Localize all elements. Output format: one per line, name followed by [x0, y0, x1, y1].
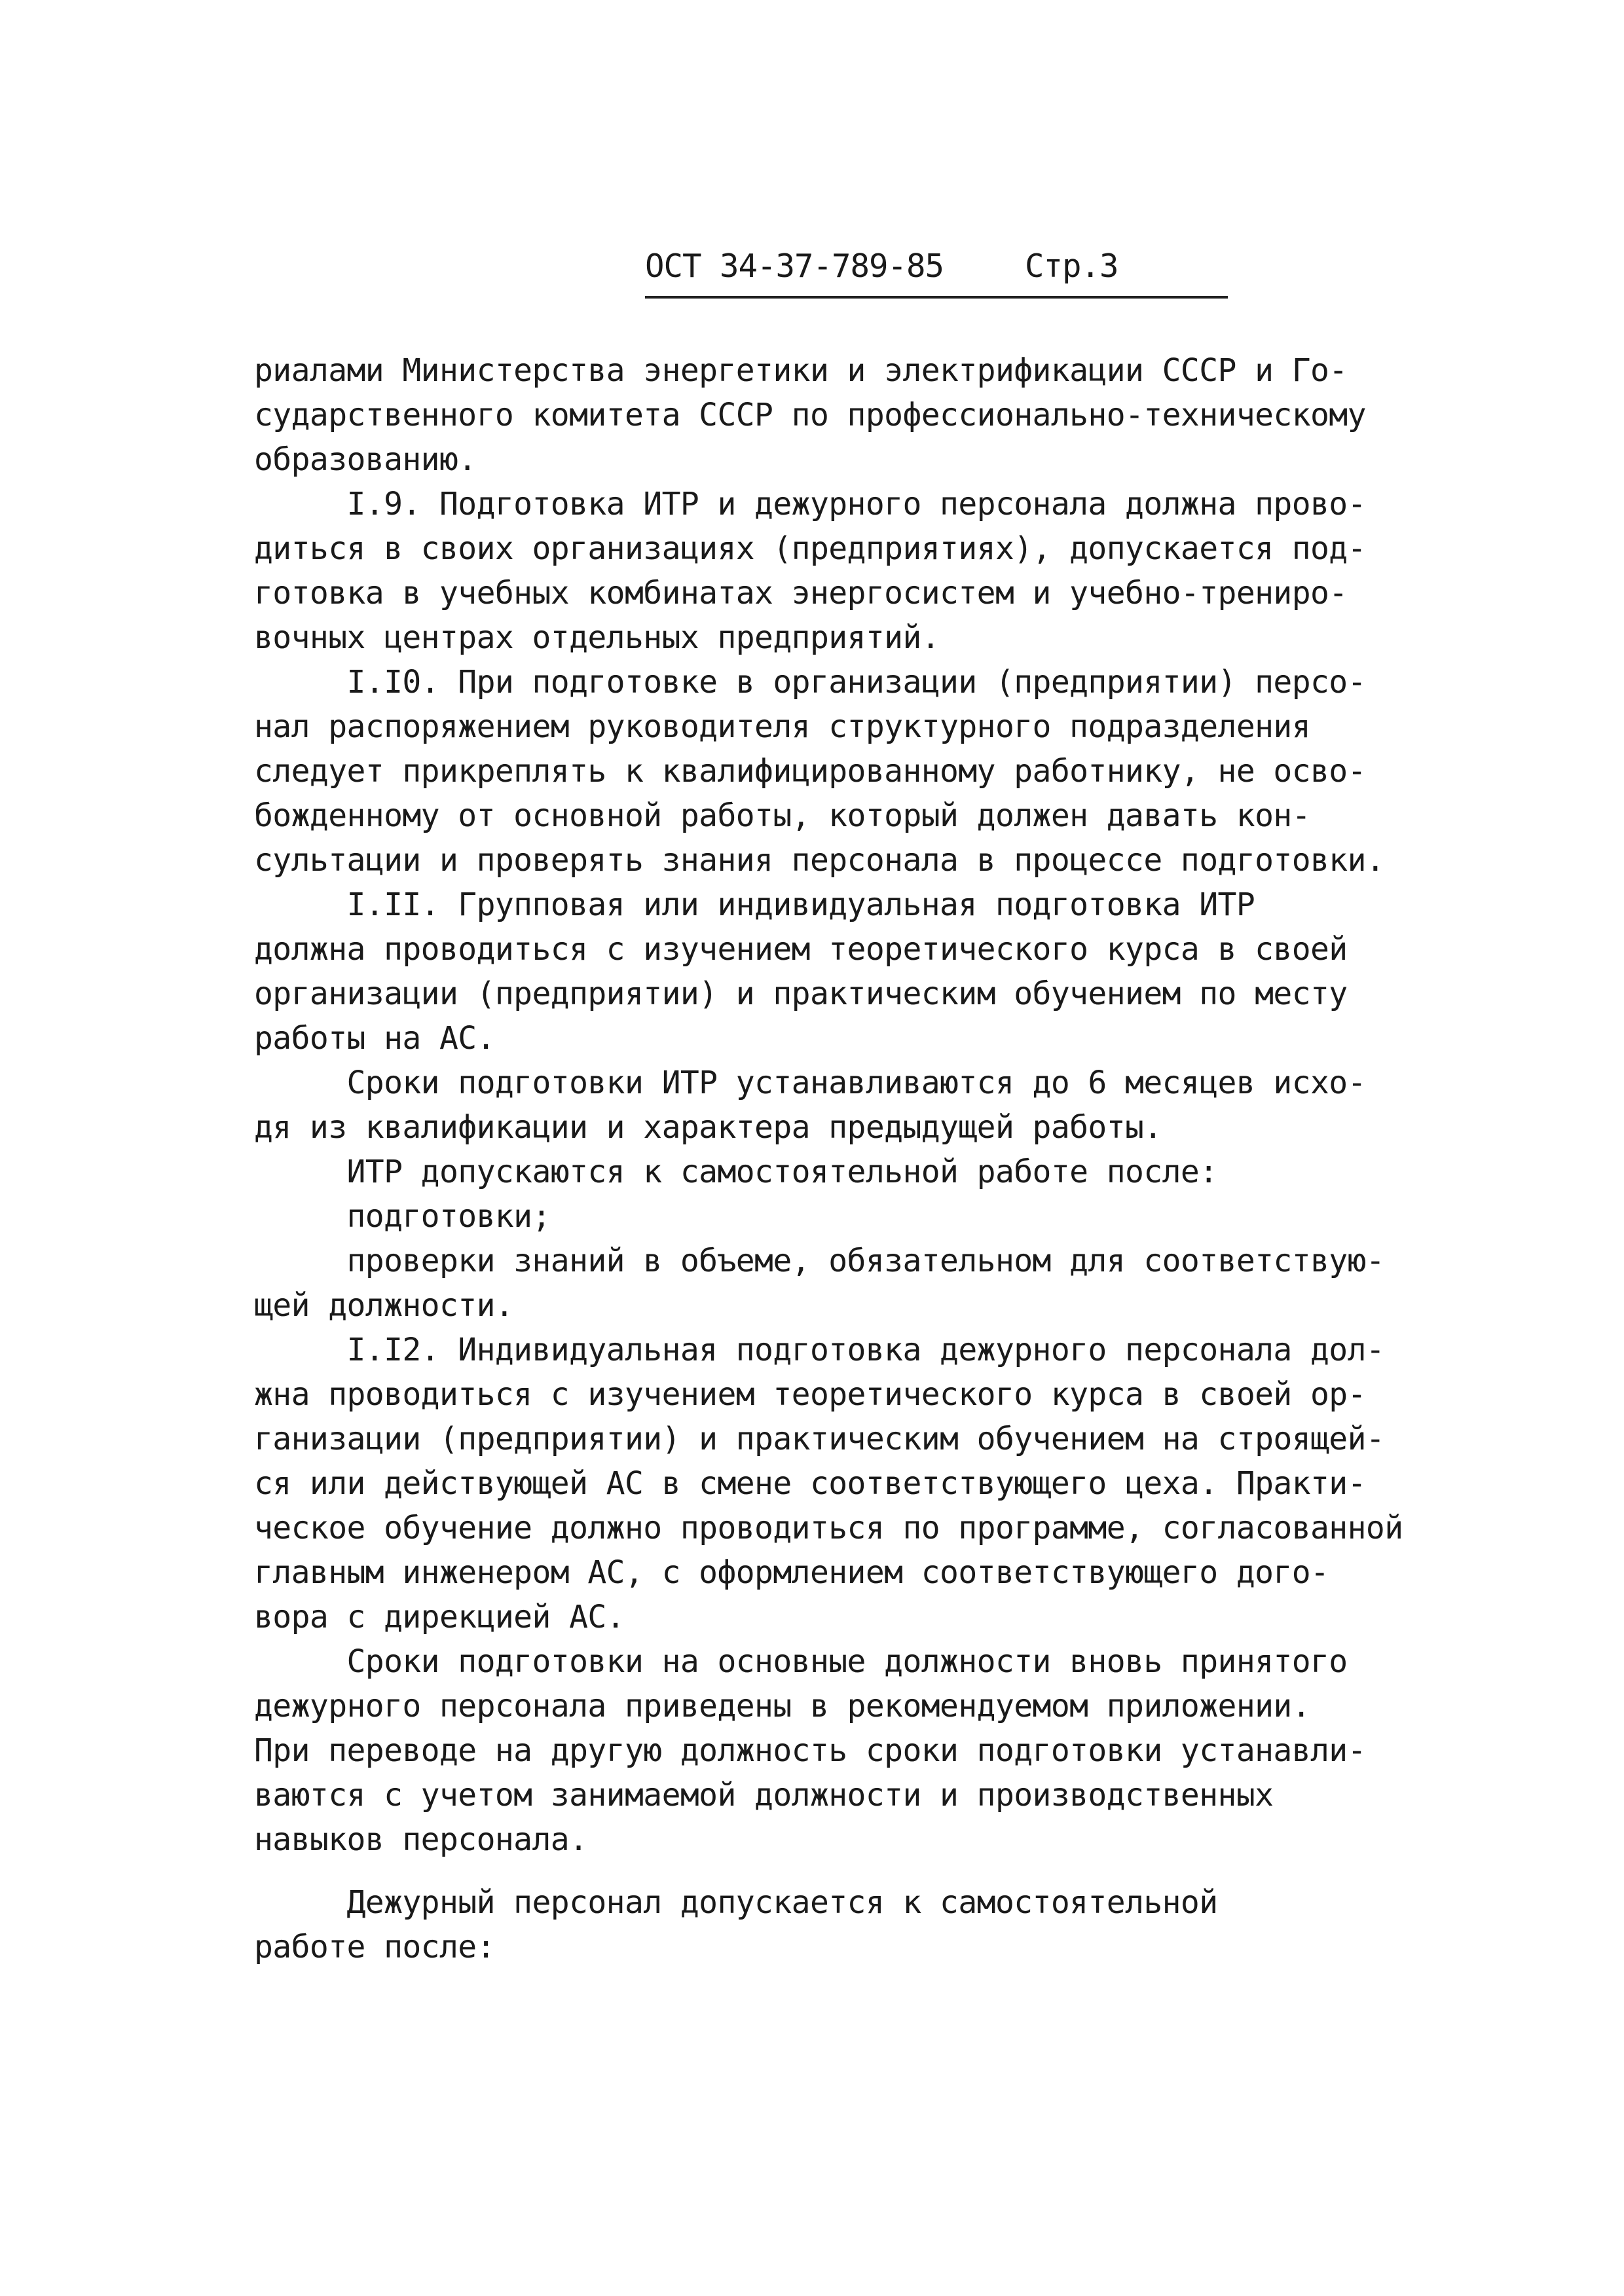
text-line: При переводе на другую должность сроки подготовки устанавли-: [254, 1732, 1366, 1769]
text-line: I.I2. Индивидуальная подготовка дежурного персонала дол-: [254, 1332, 1385, 1368]
text-line: навыков персонала.: [254, 1821, 588, 1858]
text-line: диться в своих организациях (предприятиях), допускается под-: [254, 530, 1366, 567]
text-line: проверки знаний в объеме, обязательном для соответствую-: [254, 1243, 1385, 1279]
text-line: сударственного комитета СССР по профессионально-техническому: [254, 397, 1366, 433]
text-line: Сроки подготовки на основные должности вновь принятого: [254, 1643, 1348, 1680]
header-underline: [645, 296, 1228, 299]
text-line: ческое обучение должно проводиться по программе, согласованной: [254, 1510, 1403, 1546]
text-line: ИТР допускаются к самостоятельной работе после:: [254, 1154, 1218, 1190]
text-line: работе после:: [254, 1929, 495, 1965]
text-line: должна проводиться с изучением теоретического курса в своей: [254, 931, 1348, 968]
text-line: нал распоряжением руководителя структурного подразделения: [254, 708, 1311, 745]
page-header: [645, 244, 1228, 302]
text-line: подготовки;: [254, 1198, 551, 1235]
text-line: главным инженером АС, с оформлением соответствующего дого-: [254, 1554, 1329, 1591]
paragraph-gap: [254, 1862, 1407, 1880]
text-line: Сроки подготовки ИТР устанавливаются до 6 месяцев исхо-: [254, 1065, 1366, 1101]
text-line: образованию.: [254, 441, 477, 478]
text-line: I.I0. При подготовке в организации (предприятии) персо-: [254, 664, 1366, 701]
text-line: Дежурный персонал допускается к самостоятельной: [254, 1884, 1218, 1921]
text-line: работы на АС.: [254, 1020, 495, 1057]
text-line: риалами Министерства энергетики и электрификации СССР и Го-: [254, 352, 1348, 389]
text-line: I.II. Групповая или индивидуальная подготовка ИТР: [254, 886, 1255, 923]
text-line: ся или действующей АС в смене соответствующего цеха. Практи-: [254, 1465, 1366, 1502]
text-line: вора с дирекцией АС.: [254, 1599, 625, 1635]
text-line: ганизации (предприятии) и практическим обучением на строящей-: [254, 1421, 1385, 1457]
text-line: ваются с учетом занимаемой должности и производственных: [254, 1777, 1274, 1813]
text-line: вочных центрах отдельных предприятий.: [254, 619, 940, 656]
text-line: дя из квалификации и характера предыдущей работы.: [254, 1109, 1162, 1146]
document-code: ОСТ 34-37-789-85: [645, 247, 944, 285]
text-line: организации (предприятии) и практическим обучением по месту: [254, 975, 1348, 1012]
text-line: следует прикреплять к квалифицированному работнику, не осво-: [254, 753, 1366, 790]
text-line: готовка в учебных комбинатах энергосистем и учебно-трениро-: [254, 575, 1348, 611]
text-line: божденному от основной работы, который должен давать кон-: [254, 797, 1311, 834]
page-number: Стр.3: [1025, 247, 1118, 285]
text-line: жна проводиться с изучением теоретического курса в своей ор-: [254, 1376, 1366, 1413]
text-line: щей должности.: [254, 1287, 514, 1324]
document-body: [254, 348, 1407, 1969]
text-line: I.9. Подготовка ИТР и дежурного персонала должна прово-: [254, 486, 1366, 522]
text-line: сультации и проверять знания персонала в процессе подготовки.: [254, 842, 1385, 879]
text-line: дежурного персонала приведены в рекомендуемом приложении.: [254, 1688, 1311, 1724]
